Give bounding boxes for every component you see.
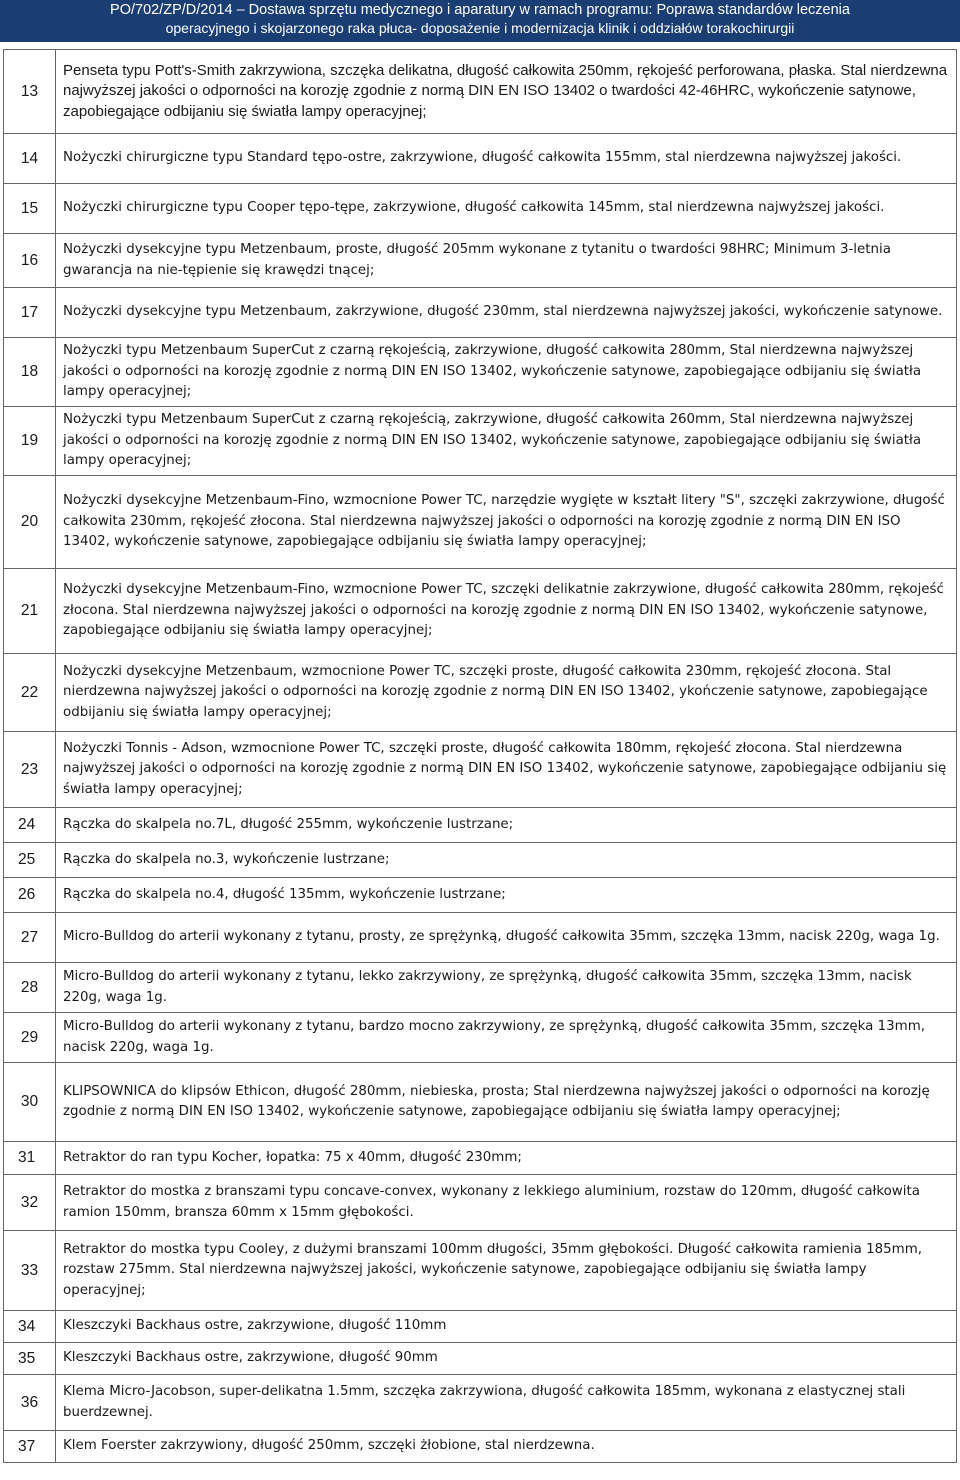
row-description: Kleszczyki Backhaus ostre, zakrzywione, długość 90mm <box>56 1343 957 1375</box>
table-row <box>4 134 957 184</box>
table-row <box>4 654 957 732</box>
row-description: Nożyczki dysekcyjne Metzenbaum, wzmocnione Power TC, szczęki proste, długość całkowita 230mm, rękojeść złocona. Stal nierdzewna najwyższej jakości o odporności na korozję zgodnie z normą DIN EN ISO 13402, ykończenie satynowe, zapobiegające odbijaniu się światła lampy operacyjnej; <box>56 654 957 732</box>
row-number: 33 <box>4 1231 56 1311</box>
table-row <box>4 1311 957 1343</box>
row-number: 31 <box>4 1142 56 1175</box>
row-number: 27 <box>4 913 56 963</box>
row-number: 24 <box>4 808 56 843</box>
row-number: 18 <box>4 338 56 407</box>
row-description: Retraktor do ran typu Kocher, łopatka: 75 x 40mm, długość 230mm; <box>56 1142 957 1175</box>
row-description: Micro-Bulldog do arterii wykonany z tytanu, prosty, ze sprężynką, długość całkowita 35mm, szczęka 13mm, nacisk 220g, waga 1g. <box>56 913 957 963</box>
row-number: 36 <box>4 1375 56 1431</box>
row-description: Kleszczyki Backhaus ostre, zakrzywione, długość 110mm <box>56 1311 957 1343</box>
row-number: 30 <box>4 1063 56 1142</box>
header-title-line-2: operacyjnego i skojarzonego raka płuca- doposażenie i modernizacja klinik i oddziałów torakochirurgii <box>165 20 795 36</box>
row-number: 34 <box>4 1311 56 1343</box>
table-row <box>4 843 957 878</box>
row-description: Rączka do skalpela no.4, długość 135mm, wykończenie lustrzane; <box>56 878 957 913</box>
table-row <box>4 1175 957 1231</box>
row-description: Nożyczki chirurgiczne typu Cooper tępo-tępe, zakrzywione, długość całkowita 145mm, stal nierdzewna najwyższej jakości. <box>56 184 957 234</box>
row-number: 22 <box>4 654 56 732</box>
row-description: Nożyczki dysekcyjne Metzenbaum-Fino, wzmocnione Power TC, narzędzie wygięte w kształt litery "S", szczęki zakrzywione, długość całkowita 230mm, rękojeść złocona. Stal nierdzewna najwyższej jakości o odporności na korozję zgodnie z normą DIN EN ISO 13402, wykończenie satynowe, zapobiegające odbijaniu się światła lampy operacyjnej; <box>56 476 957 569</box>
table-row <box>4 569 957 654</box>
row-number: 17 <box>4 288 56 338</box>
table-row <box>4 184 957 234</box>
table-row <box>4 1142 957 1175</box>
row-description: Rączka do skalpela no.3, wykończenie lustrzane; <box>56 843 957 878</box>
table-row <box>4 732 957 808</box>
header-title-line-1: PO/702/ZP/D/2014 – Dostawa sprzętu medycznego i aparatury w ramach programu: Poprawa standardów leczenia <box>110 2 850 18</box>
table-row <box>4 234 957 288</box>
row-number: 20 <box>4 476 56 569</box>
row-number: 13 <box>4 50 56 134</box>
row-description: Retraktor do mostka z branszami typu concave-convex, wykonany z lekkiego aluminium, rozstaw do 120mm, długość całkowita ramion 150mm, bransza 60mm x 15mm głębokości. <box>56 1175 957 1231</box>
row-description: Nożyczki dysekcyjne typu Metzenbaum, proste, długość 205mm wykonane z tytanitu o twardości 98HRC; Minimum 3-letnia gwarancja na nie-tępienie się krawędzi tnącej; <box>56 234 957 288</box>
row-description: Klem Foerster zakrzywiony, długość 250mm, szczęki żłobione, stal nierdzewna. <box>56 1431 957 1463</box>
row-description: Klema Micro-Jacobson, super-delikatna 1.5mm, szczęka zakrzywiona, długość całkowita 185mm, wykonana z elastycznej stali buerdzewnej. <box>56 1375 957 1431</box>
table-row <box>4 476 957 569</box>
table-row <box>4 1343 957 1375</box>
specification-table <box>3 49 957 1463</box>
row-description: Retraktor do mostka typu Cooley, z dużymi branszami 100mm długości, 35mm głębokości. Długość całkowita ramienia 185mm, rozstaw 275mm. Stal nierdzewna najwyższej jakości, wykończenie satynowe, zapobiegające odbijaniu się światła lampy operacyjnej; <box>56 1231 957 1311</box>
row-number: 23 <box>4 732 56 808</box>
row-description: Nożyczki typu Metzenbaum SuperCut z czarną rękojeścią, zakrzywione, długość całkowita 260mm, Stal nierdzewna najwyższej jakości o odporności na korozję zgodnie z normą DIN EN ISO 13402, wykończenie satynowe, zapobiegające odbijaniu się światła lampy operacyjnej; <box>56 407 957 476</box>
row-number: 14 <box>4 134 56 184</box>
table-row <box>4 288 957 338</box>
row-description: KLIPSOWNICA do klipsów Ethicon, długość 280mm, niebieska, prosta; Stal nierdzewna najwyższej jakości o odporności na korozję zgodnie z normą DIN EN ISO 13402, wykończenie satynowe, zapobiegające odbijaniu się światła lampy operacyjnej; <box>56 1063 957 1142</box>
row-number: 37 <box>4 1431 56 1463</box>
table-row <box>4 1375 957 1431</box>
row-number: 15 <box>4 184 56 234</box>
table-row <box>4 1013 957 1063</box>
row-description: Nożyczki Tonnis - Adson, wzmocnione Power TC, szczęki proste, długość całkowita 180mm, rękojeść złocona. Stal nierdzewna najwyższej jakości o odporności na korozję zgodnie z normą DIN EN ISO 13402, wykończenie satynowe, zapobiegające odbijaniu się światła lampy operacyjnej; <box>56 732 957 808</box>
table-row <box>4 808 957 843</box>
table-row <box>4 878 957 913</box>
table-row <box>4 50 957 134</box>
row-number: 35 <box>4 1343 56 1375</box>
row-number: 28 <box>4 963 56 1013</box>
row-number: 29 <box>4 1013 56 1063</box>
row-number: 16 <box>4 234 56 288</box>
row-number: 32 <box>4 1175 56 1231</box>
row-description: Nożyczki chirurgiczne typu Standard tępo-ostre, zakrzywione, długość całkowita 155mm, stal nierdzewna najwyższej jakości. <box>56 134 957 184</box>
table-row <box>4 963 957 1013</box>
row-description: Penseta typu Pott's-Smith zakrzywiona, szczęka delikatna, długość całkowita 250mm, rękojeść perforowana, płaska. Stal nierdzewna najwyższej jakości o odporności na korozję zgodnie z normą DIN EN ISO 13402 o twardości 42-46HRC, wykończenie satynowe, zapobiegające odbijaniu się światła lampy operacyjnej; <box>56 50 957 134</box>
row-description: Micro-Bulldog do arterii wykonany z tytanu, lekko zakrzywiony, ze sprężynką, długość całkowita 35mm, szczęka 13mm, nacisk 220g, waga 1g. <box>56 963 957 1013</box>
row-description: Nożyczki typu Metzenbaum SuperCut z czarną rękojeścią, zakrzywione, długość całkowita 280mm, Stal nierdzewna najwyższej jakości o odporności na korozję zgodnie z normą DIN EN ISO 13402, wykończenie satynowe, zapobiegające odbijaniu się światła lampy operacyjnej; <box>56 338 957 407</box>
table-row <box>4 338 957 407</box>
row-description: Nożyczki dysekcyjne typu Metzenbaum, zakrzywione, długość 230mm, stal nierdzewna najwyższej jakości, wykończenie satynowe. <box>56 288 957 338</box>
table-row <box>4 1063 957 1142</box>
row-number: 19 <box>4 407 56 476</box>
table-row <box>4 407 957 476</box>
row-description: Micro-Bulldog do arterii wykonany z tytanu, bardzo mocno zakrzywiony, ze sprężynką, długość całkowita 35mm, szczęka 13mm, nacisk 220g, waga 1g. <box>56 1013 957 1063</box>
row-number: 21 <box>4 569 56 654</box>
table-row <box>4 1231 957 1311</box>
table-row <box>4 913 957 963</box>
table-row <box>4 1431 957 1463</box>
row-number: 25 <box>4 843 56 878</box>
document-header <box>0 0 960 42</box>
row-description: Nożyczki dysekcyjne Metzenbaum-Fino, wzmocnione Power TC, szczęki delikatnie zakrzywione, długość całkowita 280mm, rękojeść złocona. Stal nierdzewna najwyższej jakości o odporności na korozję zgodnie z normą DIN EN ISO 13402, wykończenie satynowe, zapobiegające odbijaniu się światła lampy operacyjnej; <box>56 569 957 654</box>
row-number: 26 <box>4 878 56 913</box>
row-description: Rączka do skalpela no.7L, długość 255mm, wykończenie lustrzane; <box>56 808 957 843</box>
